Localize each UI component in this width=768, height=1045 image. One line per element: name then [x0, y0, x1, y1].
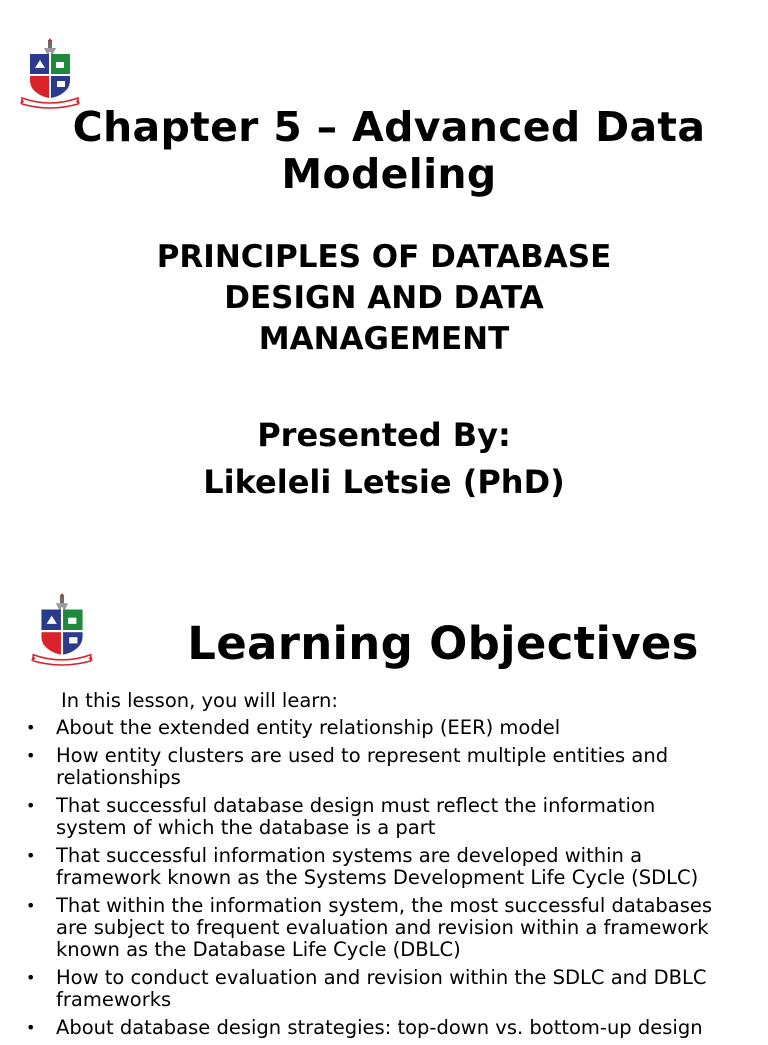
objective-line: How entity clusters are used to represent multiple entities and	[56, 744, 669, 767]
bullet-icon: •	[26, 846, 36, 865]
objective-line: known as the Database Life Cycle (DBLC)	[56, 938, 461, 961]
objective-line: That successful database design must reflect the information	[56, 794, 656, 817]
subtitle-line: PRINCIPLES OF DATABASE	[156, 239, 612, 275]
objective-item	[0, 895, 768, 961]
bullet-icon: •	[26, 968, 36, 987]
objective-line: are subject to frequent evaluation and revision within a framework	[56, 916, 709, 939]
university-crest-icon	[31, 593, 93, 665]
objective-item	[0, 717, 768, 739]
objective-item	[0, 745, 768, 789]
objective-line: About database design strategies: top-down vs. bottom-up design	[56, 1016, 703, 1039]
bullet-icon: •	[26, 746, 36, 765]
university-crest-icon	[20, 38, 80, 108]
objectives-slide	[0, 575, 768, 1039]
objective-line: About the extended entity relationship (EER) model	[56, 716, 561, 739]
subtitle-line: MANAGEMENT	[258, 321, 510, 357]
bullet-icon: •	[26, 796, 36, 815]
presented-by-label: Presented By:	[257, 416, 511, 454]
subtitle-line: DESIGN AND DATA	[224, 280, 544, 316]
slide-title-line: Modeling	[281, 150, 497, 198]
objective-line: How to conduct evaluation and revision within the SDLC and DBLC	[56, 966, 707, 989]
objective-line: That within the information system, the most successful databases	[56, 894, 713, 917]
objective-item	[0, 967, 768, 1011]
objective-line: That successful information systems are developed within a	[56, 844, 643, 867]
slide-title-line: Chapter 5 – Advanced Data	[72, 103, 706, 151]
objective-item	[0, 1017, 768, 1039]
bullet-icon: •	[26, 896, 36, 915]
presenter-name: Likeleli Letsie (PhD)	[203, 463, 565, 501]
objectives-title: Learning Objectives	[187, 617, 699, 670]
bullet-icon: •	[26, 1018, 36, 1037]
objective-item	[0, 795, 768, 839]
objective-line: system of which the database is a part	[56, 816, 436, 839]
objectives-list	[0, 717, 768, 1045]
course-subtitle	[60, 237, 708, 360]
slide-title	[20, 104, 758, 198]
objective-line: framework known as the Systems Development Life Cycle (SDLC)	[56, 866, 699, 889]
objective-line: frameworks	[56, 988, 172, 1011]
objective-item	[0, 845, 768, 889]
objective-line: relationships	[56, 766, 181, 789]
bullet-icon: •	[26, 718, 36, 737]
objectives-intro: In this lesson, you will learn:	[61, 689, 338, 712]
